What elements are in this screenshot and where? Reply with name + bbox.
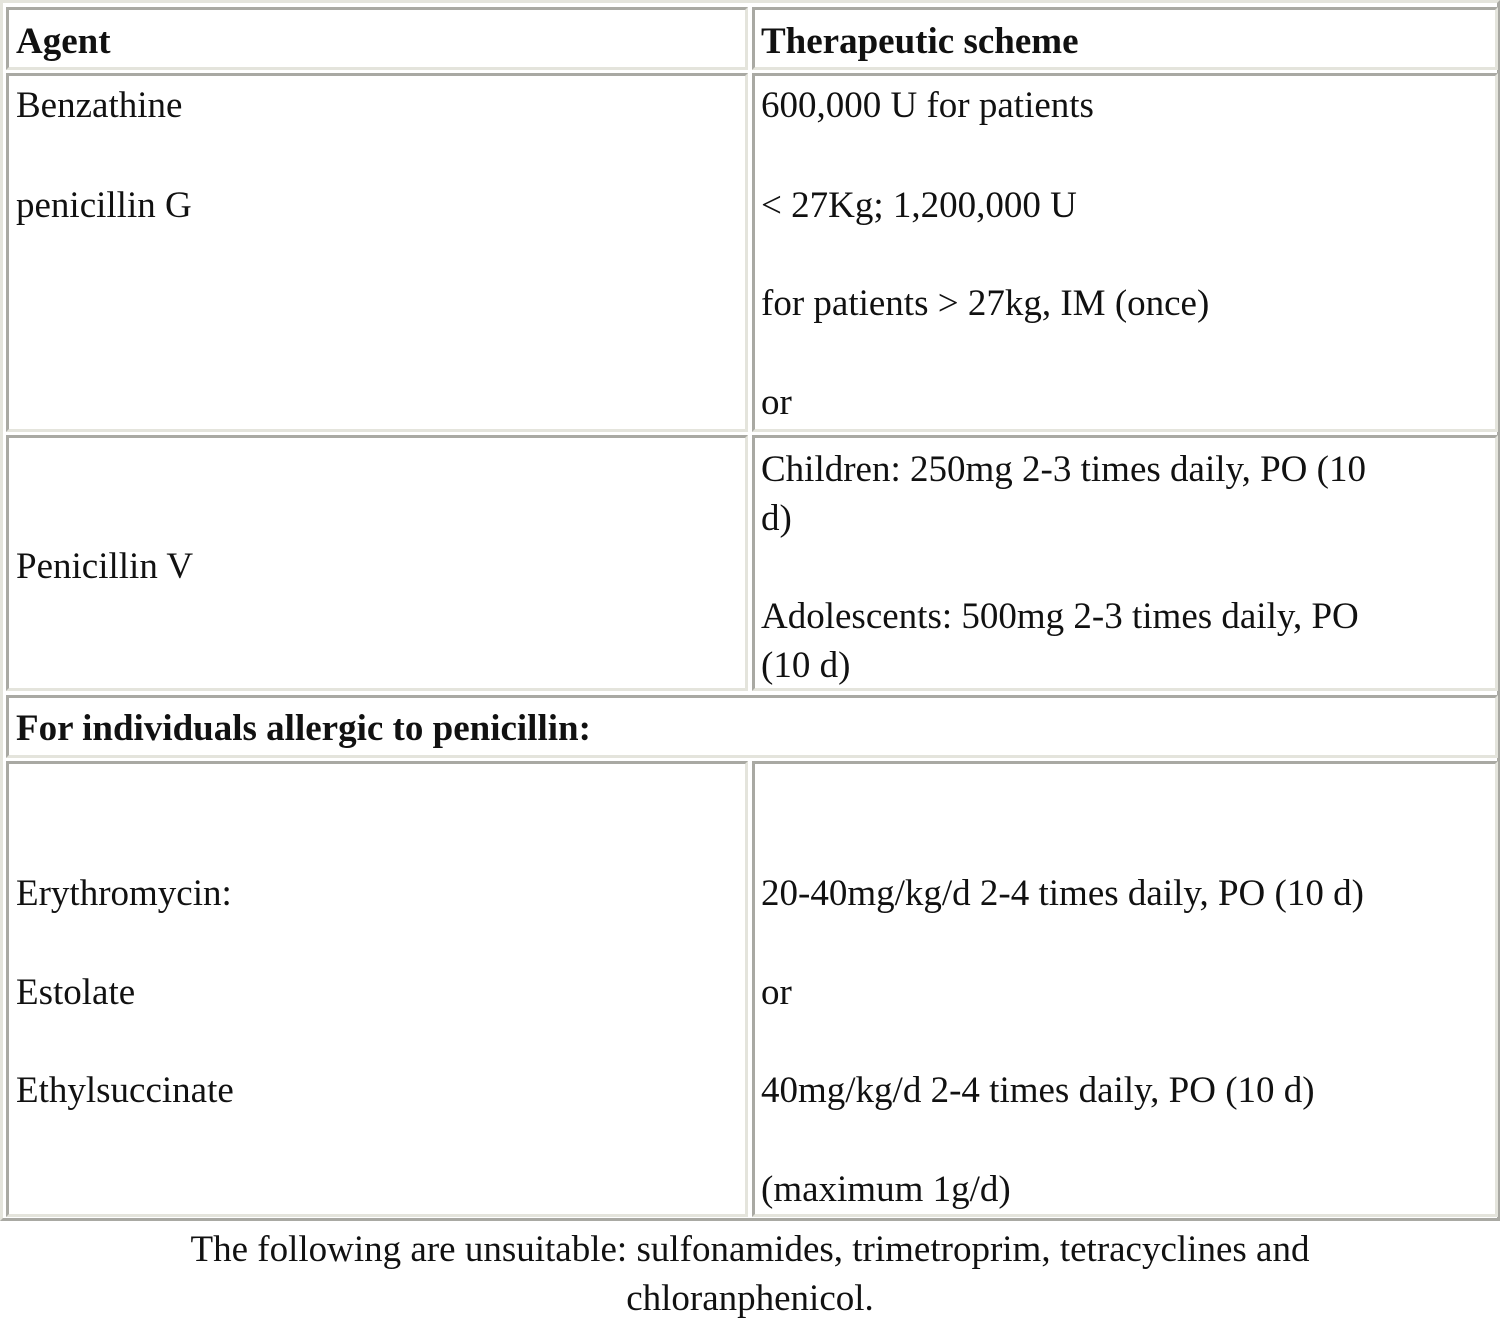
agent-line: Erythromycin: <box>16 873 232 914</box>
agent-line: Penicillin V <box>16 546 194 587</box>
header-scheme: Therapeutic scheme <box>761 21 1079 62</box>
footnote-line: The following are unsuitable: sulfonamides, trimetroprim, tetracyclines and <box>190 1229 1310 1270</box>
table-cell-agent <box>6 73 748 432</box>
header-agent: Agent <box>16 21 111 62</box>
scheme-line: < 27Kg; 1,200,000 U <box>761 185 1077 226</box>
agent-line: Estolate <box>16 972 136 1013</box>
header-cell-agent <box>6 7 748 70</box>
scheme-line: or <box>761 972 792 1013</box>
allergy-heading: For individuals allergic to penicillin: <box>16 708 591 749</box>
table-cell-scheme <box>752 73 1498 432</box>
scheme-line: 40mg/kg/d 2-4 times daily, PO (10 d) <box>761 1070 1315 1111</box>
table-cell-scheme <box>752 761 1498 1217</box>
agent-line: penicillin G <box>16 185 192 226</box>
footnote-line: chloranphenicol. <box>626 1278 874 1319</box>
header-cell-scheme <box>752 7 1498 70</box>
table-cell-agent <box>6 761 748 1217</box>
scheme-line: Adolescents: 500mg 2-3 times daily, PO <box>761 596 1359 637</box>
scheme-line: Children: 250mg 2-3 times daily, PO (10 <box>761 449 1366 490</box>
scheme-line: 600,000 U for patients <box>761 85 1094 126</box>
scheme-line: for patients > 27kg, IM (once) <box>761 283 1210 324</box>
table-cell-scheme <box>752 435 1498 691</box>
scheme-line: d) <box>761 498 792 539</box>
scheme-line: or <box>761 382 792 423</box>
table-cell-agent <box>6 435 748 691</box>
agent-line: Benzathine <box>16 85 183 126</box>
scheme-line: (maximum 1g/d) <box>761 1169 1011 1210</box>
agent-line: Ethylsuccinate <box>16 1070 234 1111</box>
footnote <box>0 1225 1500 1323</box>
scheme-line: (10 d) <box>761 645 851 686</box>
allergy-heading-cell <box>6 695 1498 758</box>
scheme-line: 20-40mg/kg/d 2-4 times daily, PO (10 d) <box>761 873 1364 914</box>
